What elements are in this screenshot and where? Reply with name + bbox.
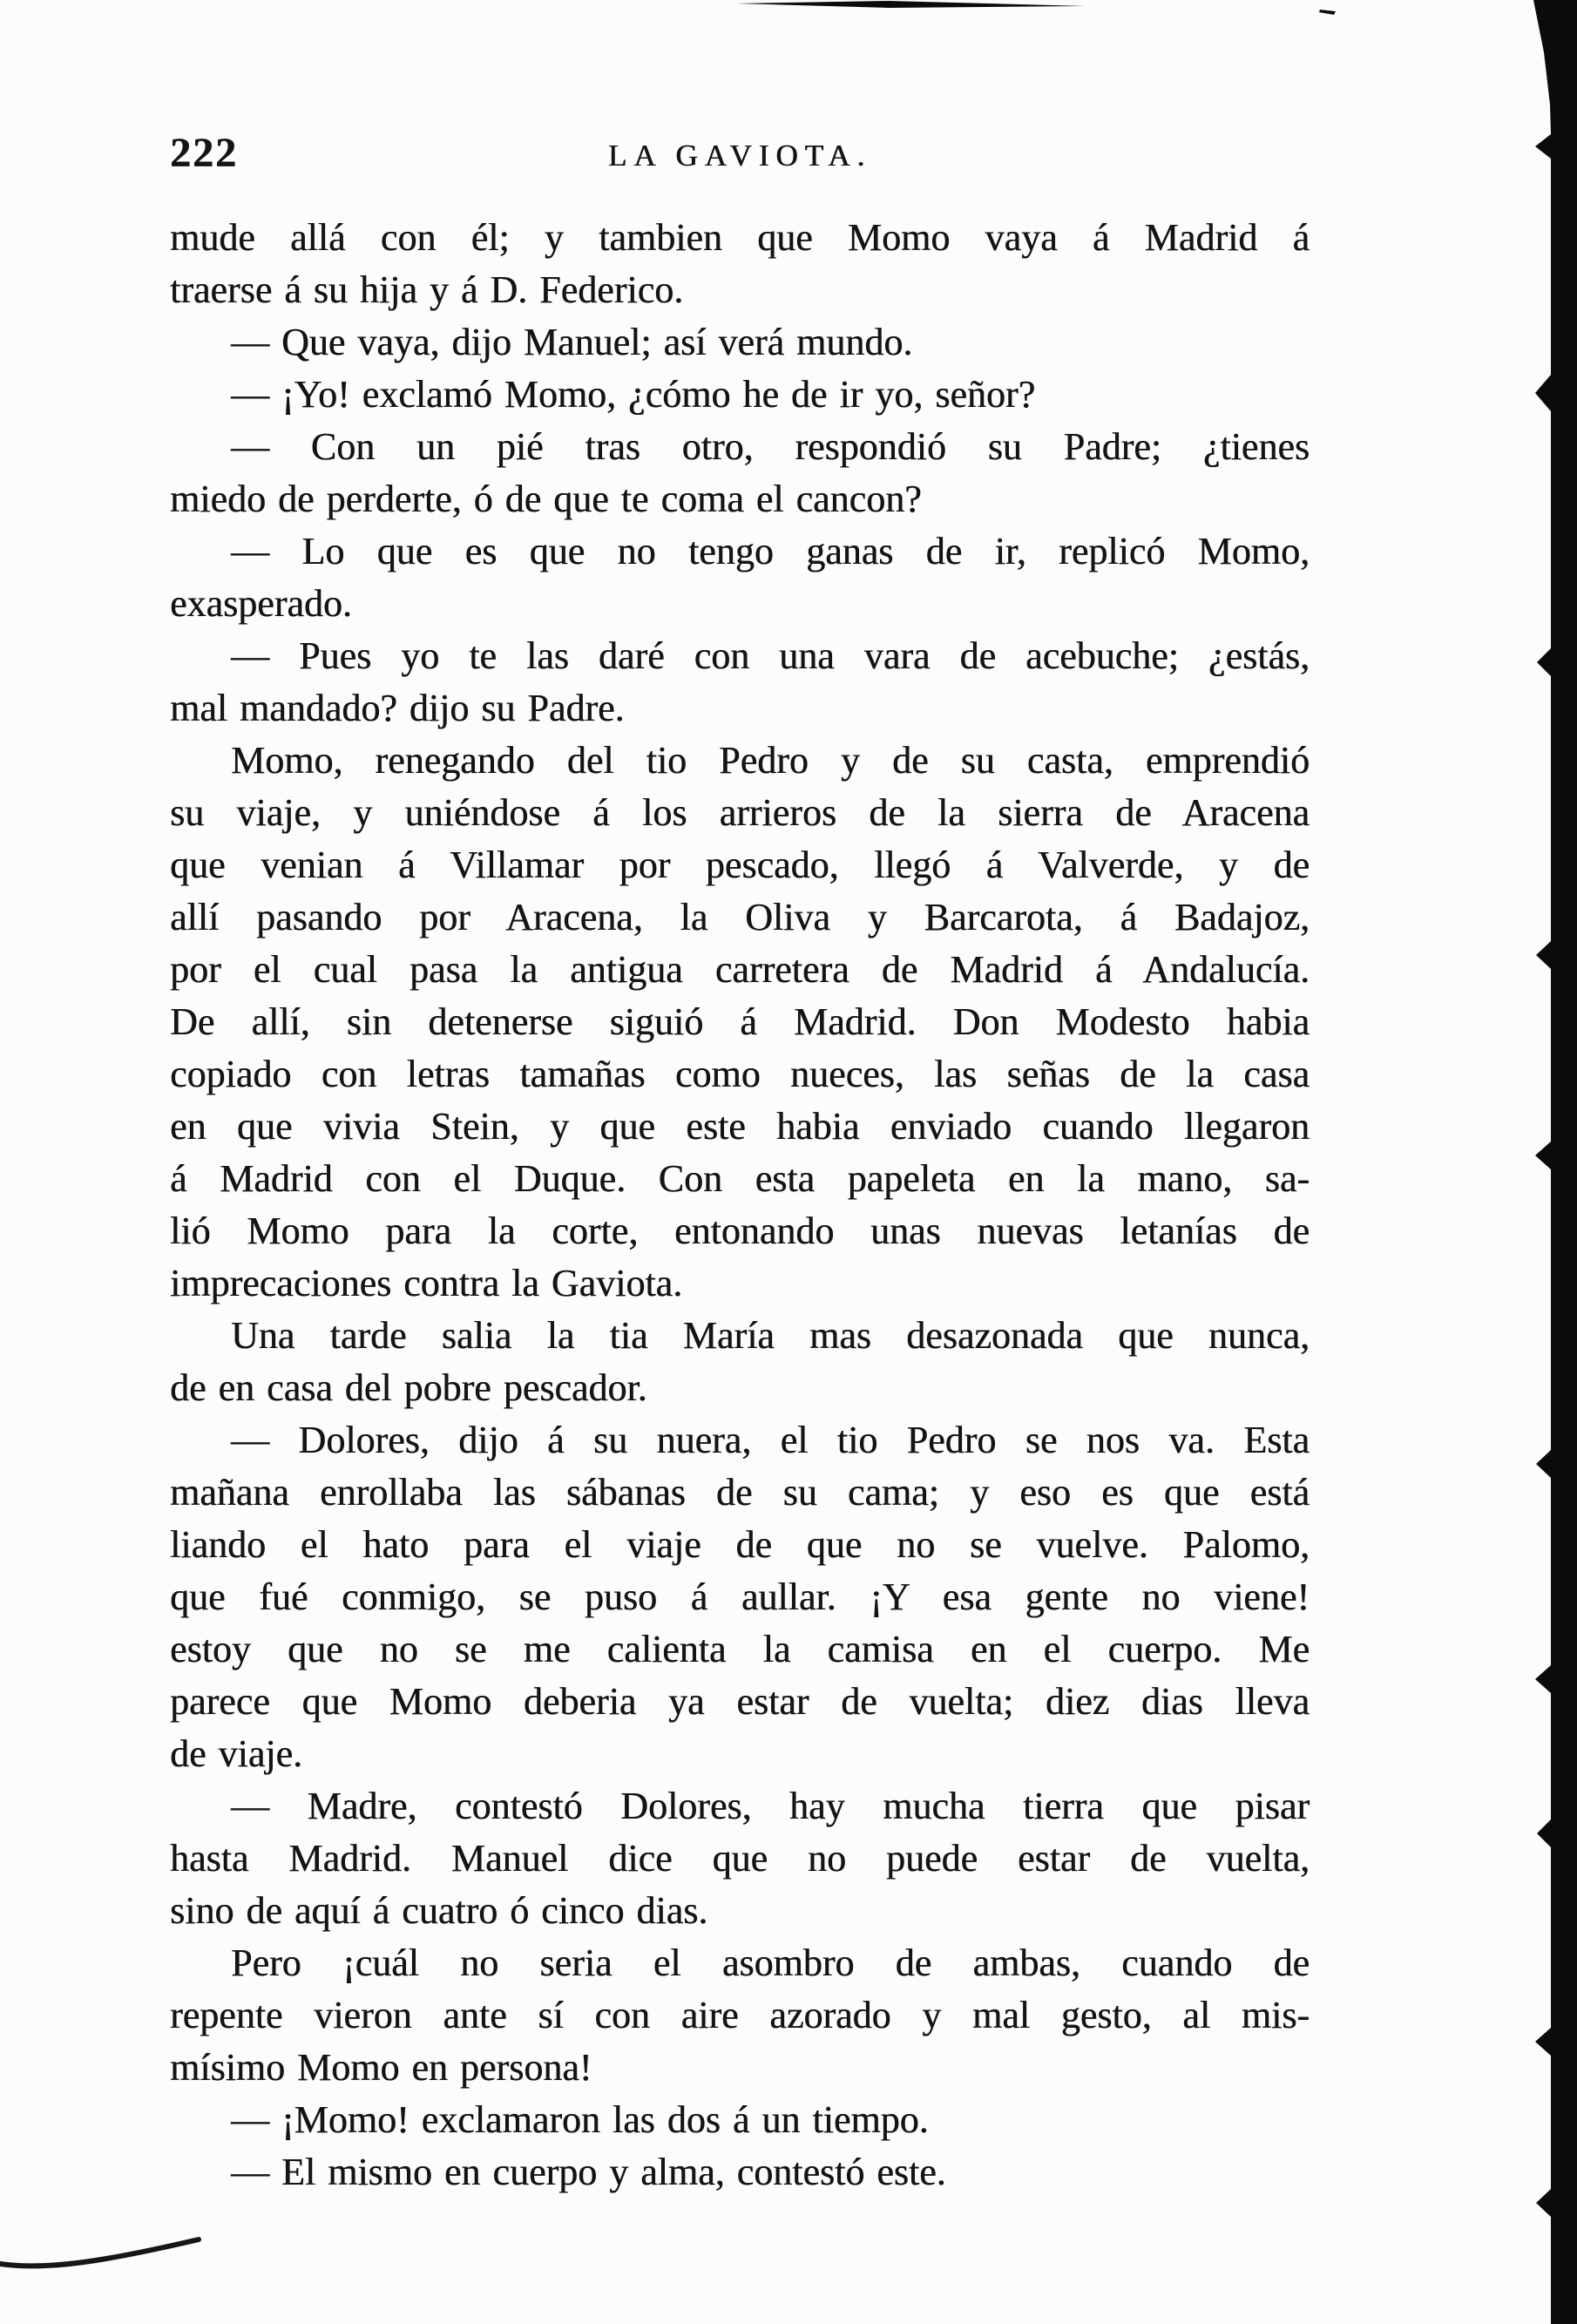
text-line: su viaje, y uniéndose á los arrieros de la sierra de Aracena [170,791,1310,834]
text-line: mísimo Momo en persona! [170,2046,592,2089]
text-line: que fué conmigo, se puso á aullar. ¡Y esa gente no viene! [170,1575,1310,1618]
text-line: — Que vaya, dijo Manuel; así verá mundo. [231,321,913,363]
text-line: allí pasando por Aracena, la Oliva y Barcarota, á Badajoz, [170,896,1310,938]
text-line: De allí, sin detenerse siguió á Madrid. Don Modesto habia [170,1000,1310,1043]
text-line: — ¡Momo! exclamaron las dos á un tiempo. [231,2098,929,2141]
text-line: miedo de perderte, ó de que te coma el cancon? [170,478,922,520]
text-line: — Madre, contestó Dolores, hay mucha tierra que pisar [231,1785,1310,1827]
text-line: de viaje. [170,1732,303,1775]
text-line: repente vieron ante sí con aire azorado y mal gesto, al mis- [170,1994,1310,2036]
text-line: á Madrid con el Duque. Con esta papeleta en la mano, sa- [170,1157,1310,1200]
text-line: Momo, renegando del tio Pedro y de su casta, emprendió [231,739,1310,782]
page-edge-shadow [1525,0,1577,2324]
text-line: en que vivia Stein, y que este habia enviado cuando llegaron [170,1105,1310,1148]
text-line: Una tarde salia la tia María mas desazonada que nunca, [231,1314,1310,1357]
text-line: de en casa del pobre pescador. [170,1366,647,1409]
pen-stroke-artifact [0,2227,209,2288]
scan-artifact-top [0,0,1577,35]
text-line: — Dolores, dijo á su nuera, el tio Pedro se nos va. Esta [231,1419,1310,1461]
text-line: mañana enrollaba las sábanas de su cama; y eso es que está [170,1471,1310,1514]
text-line: sino de aquí á cuatro ó cinco dias. [170,1889,708,1932]
text-line: traerse á su hija y á D. Federico. [170,268,684,311]
text-block [170,212,1310,2199]
text-line: — Lo que es que no tengo ganas de ir, replicó Momo, [231,530,1310,573]
text-line: copiado con letras tamañas como nueces, las señas de la casa [170,1053,1310,1095]
text-line: mude allá con él; y tambien que Momo vaya á Madrid á [170,216,1310,259]
text-line: exasperado. [170,582,352,625]
running-title: LA GAVIOTA. [607,139,872,173]
text-line: Pero ¡cuál no seria el asombro de ambas, cuando de [231,1941,1310,1984]
text-line: estoy que no se me calienta la camisa en el cuerpo. Me [170,1628,1310,1670]
text-line: por el cual pasa la antigua carretera de Madrid á Andalucía. [170,948,1310,991]
text-line: liando el hato para el viaje de que no se vuelve. Palomo, [170,1523,1310,1566]
text-line: parece que Momo deberia ya estar de vuelta; diez dias lleva [170,1680,1310,1723]
text-line: imprecaciones contra la Gaviota. [170,1262,683,1304]
text-line: hasta Madrid. Manuel dice que no puede estar de vuelta, [170,1837,1310,1880]
page-header [170,120,1310,174]
text-line: — Con un pié tras otro, respondió su Padre; ¿tienes [231,425,1310,468]
text-line: — Pues yo te las daré con una vara de acebuche; ¿estás, [231,634,1310,677]
page-number: 222 [170,130,238,176]
text-line: mal mandado? dijo su Padre. [170,687,625,729]
text-line: que venian á Villamar por pescado, llegó á Valverde, y de [170,844,1310,886]
text-line: — El mismo en cuerpo y alma, contestó este. [231,2151,946,2193]
text-line: — ¡Yo! exclamó Momo, ¿cómo he de ir yo, señor? [231,373,1036,416]
text-line: lió Momo para la corte, entonando unas nuevas letanías de [170,1209,1310,1252]
